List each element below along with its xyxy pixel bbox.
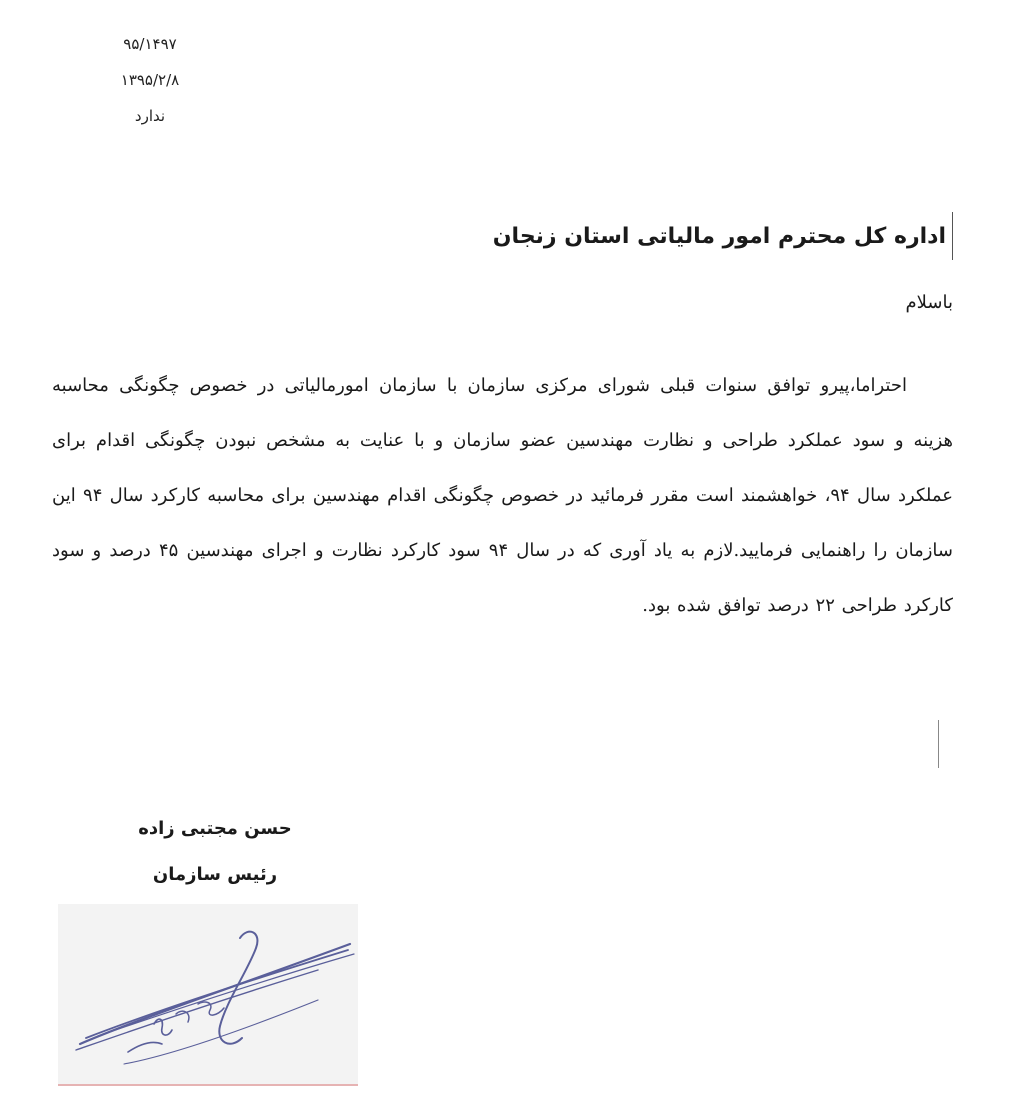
signatory-title: رئیس سازمان [152,864,278,885]
letter-number: ۹۵/۱۴۹۷ [123,35,177,53]
letter-date: ۱۳۹۵/۲/۸ [120,71,180,89]
letter-meta [100,26,200,134]
signatory-name: حسن مجتبی زاده [138,818,292,839]
signature-scribble [58,904,358,1086]
recipient-heading: اداره کل محترم امور مالیاتی استان زنجان [492,223,946,249]
margin-line [938,720,939,768]
signature-underline [58,1084,358,1086]
letter-body [52,358,953,633]
signature-image [58,904,358,1086]
greeting: باسلام [905,292,953,313]
letter-attachment: ندارد [134,107,166,125]
body-paragraph: احتراما،پیرو توافق سنوات قبلی شورای مرکزی سازمان با سازمان امورمالیاتی در خصوص چگونگی محاسبه هزینه و سود عملکرد طراحی و نظارت مهندسین عضو سازمان و با عنایت به مشخص نبودن چگونگی اقدام برای عملکرد سال ۹۴، خواهشمند است مقرر فرمائید در خصوص چگونگی اقدام مهندسین برای محاسبه کارکرد سال ۹۴ این سازمان را راهنمایی فرمایید.لازم به یاد آوری که در سال ۹۴ سود کارکرد نظارت و اجرای مهندسین ۴۵ درصد و سود کارکرد طراحی ۲۲ درصد توافق شده بود. [52,375,953,616]
recipient-block [493,212,953,260]
